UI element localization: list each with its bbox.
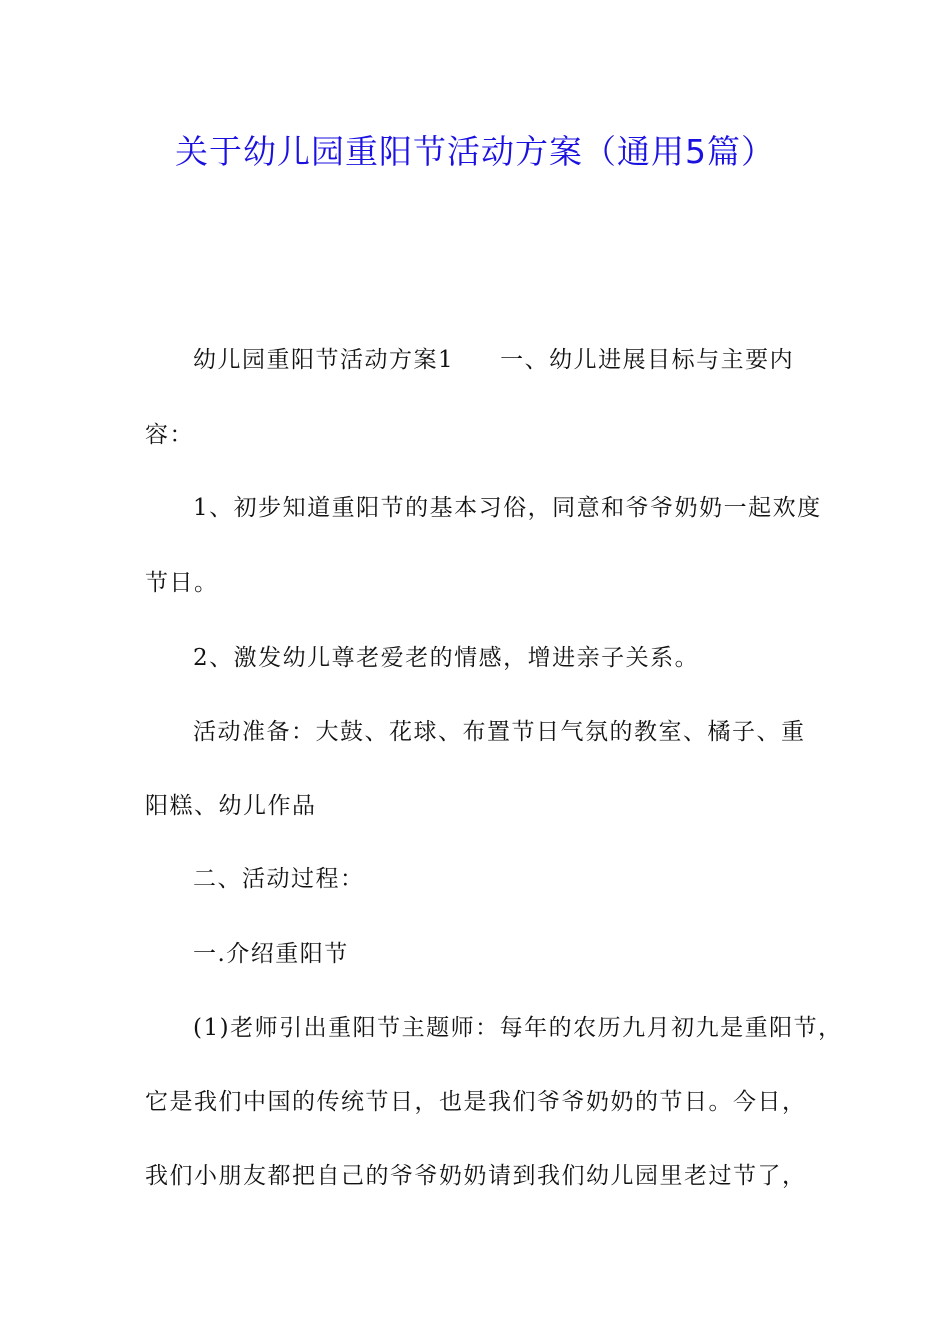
section-heading: 幼儿园重阳节活动方案1 (193, 347, 455, 373)
paragraph-line: 阳糕、幼儿作品 (145, 793, 317, 819)
paragraph-line: 2、激发幼儿尊老爱老的情感，增进亲子关系。 (193, 645, 700, 671)
paragraph-line: (1)老师引出重阳节主题师：每年的农历九月初九是重阳节， (193, 1015, 843, 1041)
paragraph-line: 节日。 (145, 570, 219, 596)
paragraph-line: 容： (145, 422, 194, 448)
paragraph-line (193, 343, 794, 377)
paragraph-text: 一、幼儿进展目标与主要内 (500, 347, 795, 373)
document-title: 关于幼儿园重阳节活动方案（通用5篇） (175, 132, 775, 171)
paragraph-line: 二、活动过程： (193, 866, 365, 892)
paragraph-line: 活动准备：大鼓、花球、布置节日气氛的教室、橘子、重 (193, 719, 806, 745)
paragraph-line: 1、初步知道重阳节的基本习俗，同意和爷爷奶奶一起欢度 (193, 495, 822, 521)
paragraph-line: 它是我们中国的传统节日，也是我们爷爷奶奶的节日。今日， (145, 1089, 807, 1115)
paragraph-line: 一.介绍重阳节 (193, 941, 349, 967)
paragraph-line: 我们小朋友都把自己的爷爷奶奶请到我们幼儿园里老过节了， (145, 1163, 807, 1189)
